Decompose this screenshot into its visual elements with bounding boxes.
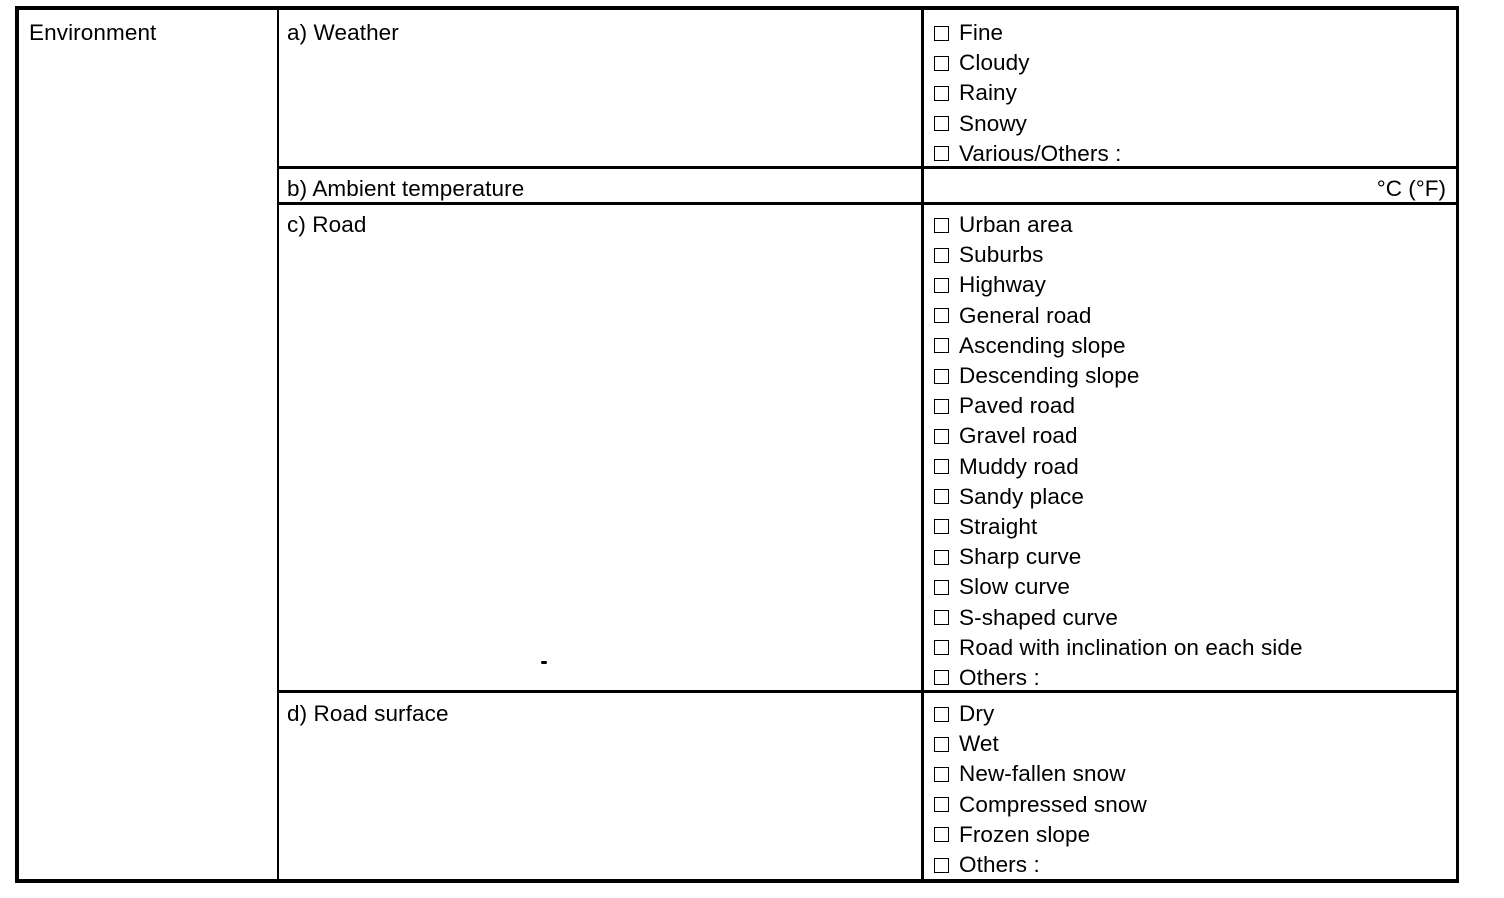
checkbox-icon[interactable] xyxy=(934,248,949,263)
option-label: Gravel road xyxy=(959,423,1078,449)
option-label: Ascending slope xyxy=(959,332,1126,358)
checkbox-icon[interactable] xyxy=(934,519,949,534)
option-label: S-shaped curve xyxy=(959,604,1118,630)
checkbox-option[interactable] xyxy=(933,48,1122,78)
checkbox-icon[interactable] xyxy=(934,489,949,504)
option-label: Highway xyxy=(959,272,1046,298)
checkbox-icon[interactable] xyxy=(934,26,949,41)
checkbox-option[interactable] xyxy=(933,663,1303,693)
checkbox-option[interactable] xyxy=(933,18,1122,48)
option-label: Snowy xyxy=(959,110,1028,136)
option-label: Various/Others : xyxy=(959,140,1122,166)
option-label: Cloudy xyxy=(959,50,1030,76)
weather-label: a) Weather xyxy=(287,20,399,45)
checkbox-option[interactable] xyxy=(933,820,1147,850)
checkbox-option[interactable] xyxy=(933,391,1303,421)
checkbox-icon[interactable] xyxy=(934,737,949,752)
option-label: Fine xyxy=(959,20,1004,46)
option-label: Rainy xyxy=(959,80,1018,106)
checkbox-icon[interactable] xyxy=(934,116,949,131)
option-label: Paved road xyxy=(959,393,1076,419)
checkbox-icon[interactable] xyxy=(934,308,949,323)
checkbox-icon[interactable] xyxy=(934,640,949,655)
option-label: Others : xyxy=(959,664,1040,690)
option-label: Dry xyxy=(959,701,995,727)
road-label: c) Road xyxy=(287,212,367,237)
option-label: Sandy place xyxy=(959,483,1084,509)
checkbox-option[interactable] xyxy=(933,139,1122,169)
section-label-environment: Environment xyxy=(29,20,157,45)
weather-options xyxy=(933,18,1122,169)
checkbox-icon[interactable] xyxy=(934,338,949,353)
checkbox-icon[interactable] xyxy=(934,707,949,722)
scan-speck xyxy=(541,661,547,664)
checkbox-icon[interactable] xyxy=(934,827,949,842)
option-label: Muddy road xyxy=(959,453,1079,479)
temperature-unit: °C (°F) xyxy=(1376,176,1446,201)
checkbox-option[interactable] xyxy=(933,210,1303,240)
checkbox-icon[interactable] xyxy=(934,459,949,474)
road-surface-options xyxy=(933,699,1147,880)
option-label: Slow curve xyxy=(959,574,1071,600)
option-label: Sharp curve xyxy=(959,544,1082,570)
checkbox-option[interactable] xyxy=(933,542,1303,572)
checkbox-option[interactable] xyxy=(933,270,1303,300)
checkbox-icon[interactable] xyxy=(934,146,949,161)
option-label: Frozen slope xyxy=(959,821,1091,847)
checkbox-option[interactable] xyxy=(933,421,1303,451)
checkbox-option[interactable] xyxy=(933,452,1303,482)
checkbox-icon[interactable] xyxy=(934,610,949,625)
checkbox-option[interactable] xyxy=(933,482,1303,512)
checkbox-option[interactable] xyxy=(933,109,1122,139)
checkbox-option[interactable] xyxy=(933,633,1303,663)
checkbox-icon[interactable] xyxy=(934,218,949,233)
checkbox-option[interactable] xyxy=(933,729,1147,759)
checkbox-icon[interactable] xyxy=(934,767,949,782)
checkbox-option[interactable] xyxy=(933,850,1147,880)
option-label: Suburbs xyxy=(959,242,1044,268)
checkbox-option[interactable] xyxy=(933,512,1303,542)
ambient-temperature-label: b) Ambient temperature xyxy=(287,176,525,201)
option-label: Wet xyxy=(959,731,999,757)
option-label: Descending slope xyxy=(959,363,1140,389)
checkbox-option[interactable] xyxy=(933,361,1303,391)
column-divider-1 xyxy=(277,10,279,879)
checkbox-icon[interactable] xyxy=(934,56,949,71)
option-label: Urban area xyxy=(959,212,1073,238)
road-surface-label: d) Road surface xyxy=(287,701,449,726)
checkbox-icon[interactable] xyxy=(934,858,949,873)
checkbox-icon[interactable] xyxy=(934,399,949,414)
checkbox-icon[interactable] xyxy=(934,797,949,812)
option-label: Straight xyxy=(959,513,1038,539)
checkbox-option[interactable] xyxy=(933,699,1147,729)
checkbox-option[interactable] xyxy=(933,78,1122,108)
option-label: Compressed snow xyxy=(959,791,1147,817)
option-label: New-fallen snow xyxy=(959,761,1126,787)
checkbox-option[interactable] xyxy=(933,240,1303,270)
environment-form-table xyxy=(15,6,1459,883)
checkbox-option[interactable] xyxy=(933,331,1303,361)
option-label: General road xyxy=(959,302,1092,328)
option-label: Others : xyxy=(959,852,1040,878)
checkbox-icon[interactable] xyxy=(934,429,949,444)
checkbox-option[interactable] xyxy=(933,572,1303,602)
checkbox-option[interactable] xyxy=(933,790,1147,820)
checkbox-option[interactable] xyxy=(933,759,1147,789)
checkbox-icon[interactable] xyxy=(934,580,949,595)
road-options xyxy=(933,210,1303,693)
checkbox-icon[interactable] xyxy=(934,550,949,565)
checkbox-icon[interactable] xyxy=(934,369,949,384)
row-divider-weather xyxy=(279,166,1456,169)
column-divider-2 xyxy=(921,10,924,879)
checkbox-icon[interactable] xyxy=(934,86,949,101)
checkbox-icon[interactable] xyxy=(934,278,949,293)
option-label: Road with inclination on each side xyxy=(959,634,1303,660)
checkbox-option[interactable] xyxy=(933,301,1303,331)
checkbox-option[interactable] xyxy=(933,602,1303,632)
checkbox-icon[interactable] xyxy=(934,670,949,685)
